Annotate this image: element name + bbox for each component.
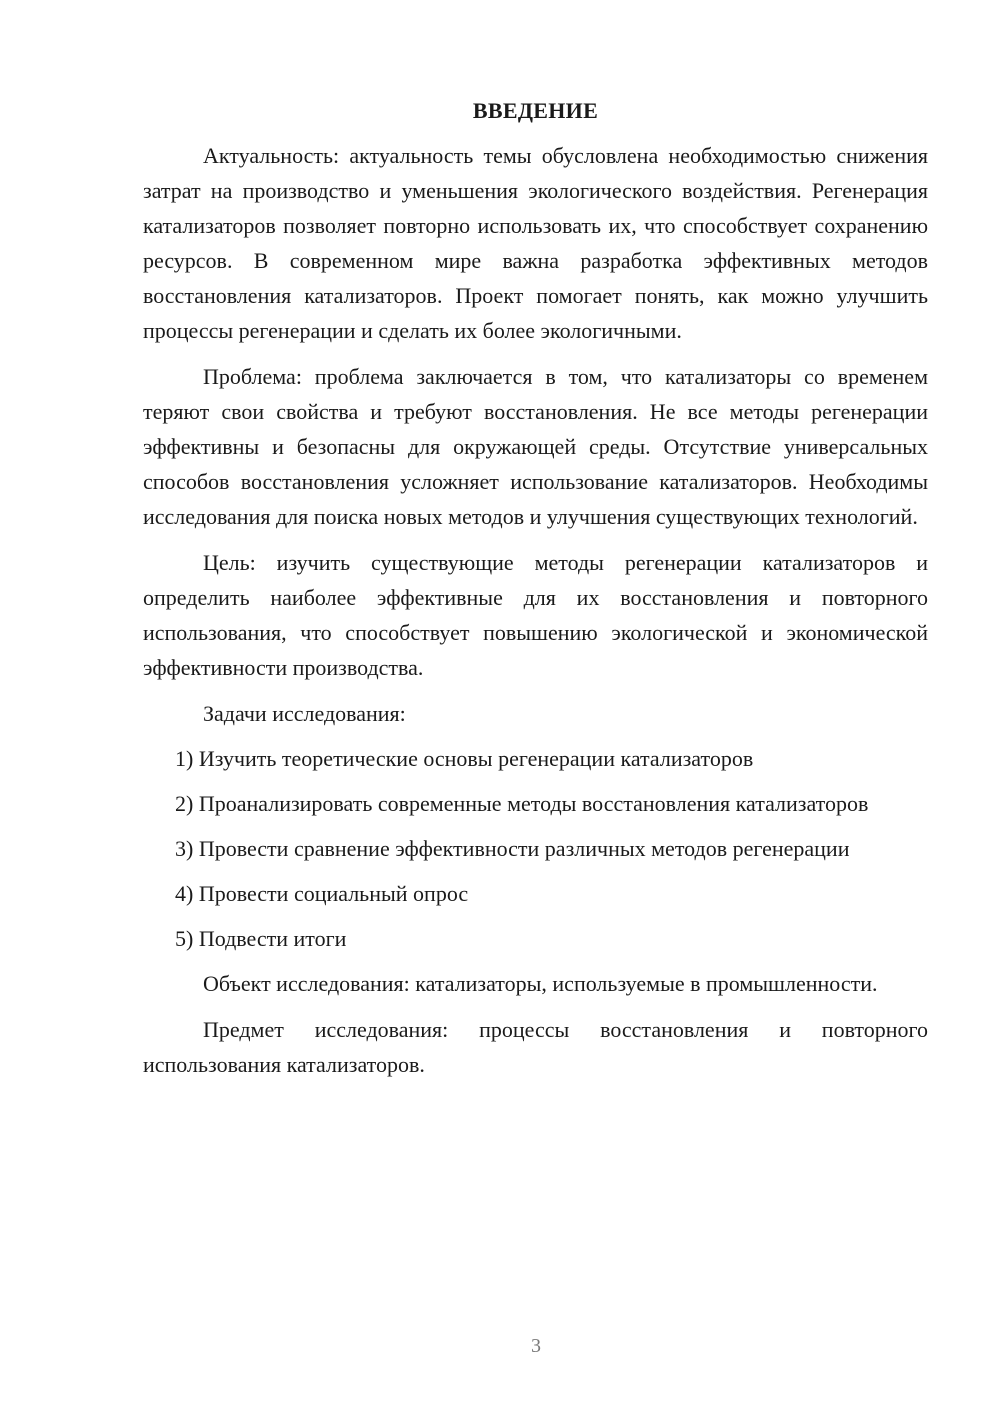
relevance-paragraph: Актуальность: актуальность темы обусловлена необходимостью снижения затрат на производство и уменьшения экологического воздействия. Регенерация катализаторов позволяет повторно использовать их, что способствует сохранению ресурсов. В современном мире важна разработка эффективных методов восстановления катализаторов. Проект помогает понять, как можно улучшить процессы регенерации и сделать их более экологичными. [143, 143, 928, 343]
task-item-5: 5) Подвести итоги [175, 926, 347, 951]
task-item-2: 2) Проанализировать современные методы восстановления катализаторов [175, 791, 869, 816]
task-item-3: 3) Провести сравнение эффективности различных методов регенерации [175, 836, 850, 861]
problem-paragraph: Проблема: проблема заключается в том, что катализаторы со временем теряют свои свойства и требуют восстановления. Не все методы регенерации эффективны и безопасны для окружающей среды. Отсутствие универсальных способов восстановления усложняет использование катализаторов. Необходимы исследования для поиска новых методов и улучшения существующих технологий. [143, 364, 928, 529]
object-paragraph: Объект исследования: катализаторы, используемые в промышленности. [203, 971, 878, 996]
subject-paragraph: Предмет исследования: процессы восстановления и повторного использования катализаторов. [143, 1017, 928, 1077]
page-number: 3 [531, 1335, 541, 1357]
page-title: ВВЕДЕНИЕ [472, 98, 599, 123]
tasks-heading: Задачи исследования: [203, 701, 406, 726]
task-item-4: 4) Провести социальный опрос [175, 881, 469, 906]
task-item-1: 1) Изучить теоретические основы регенерации катализаторов [175, 746, 754, 771]
goal-paragraph: Цель: изучить существующие методы регенерации катализаторов и определить наиболее эффективные для их восстановления и повторного использования, что способствует повышению экологической и экономической эффективности производства. [143, 550, 928, 680]
page-content [143, 96, 928, 1082]
